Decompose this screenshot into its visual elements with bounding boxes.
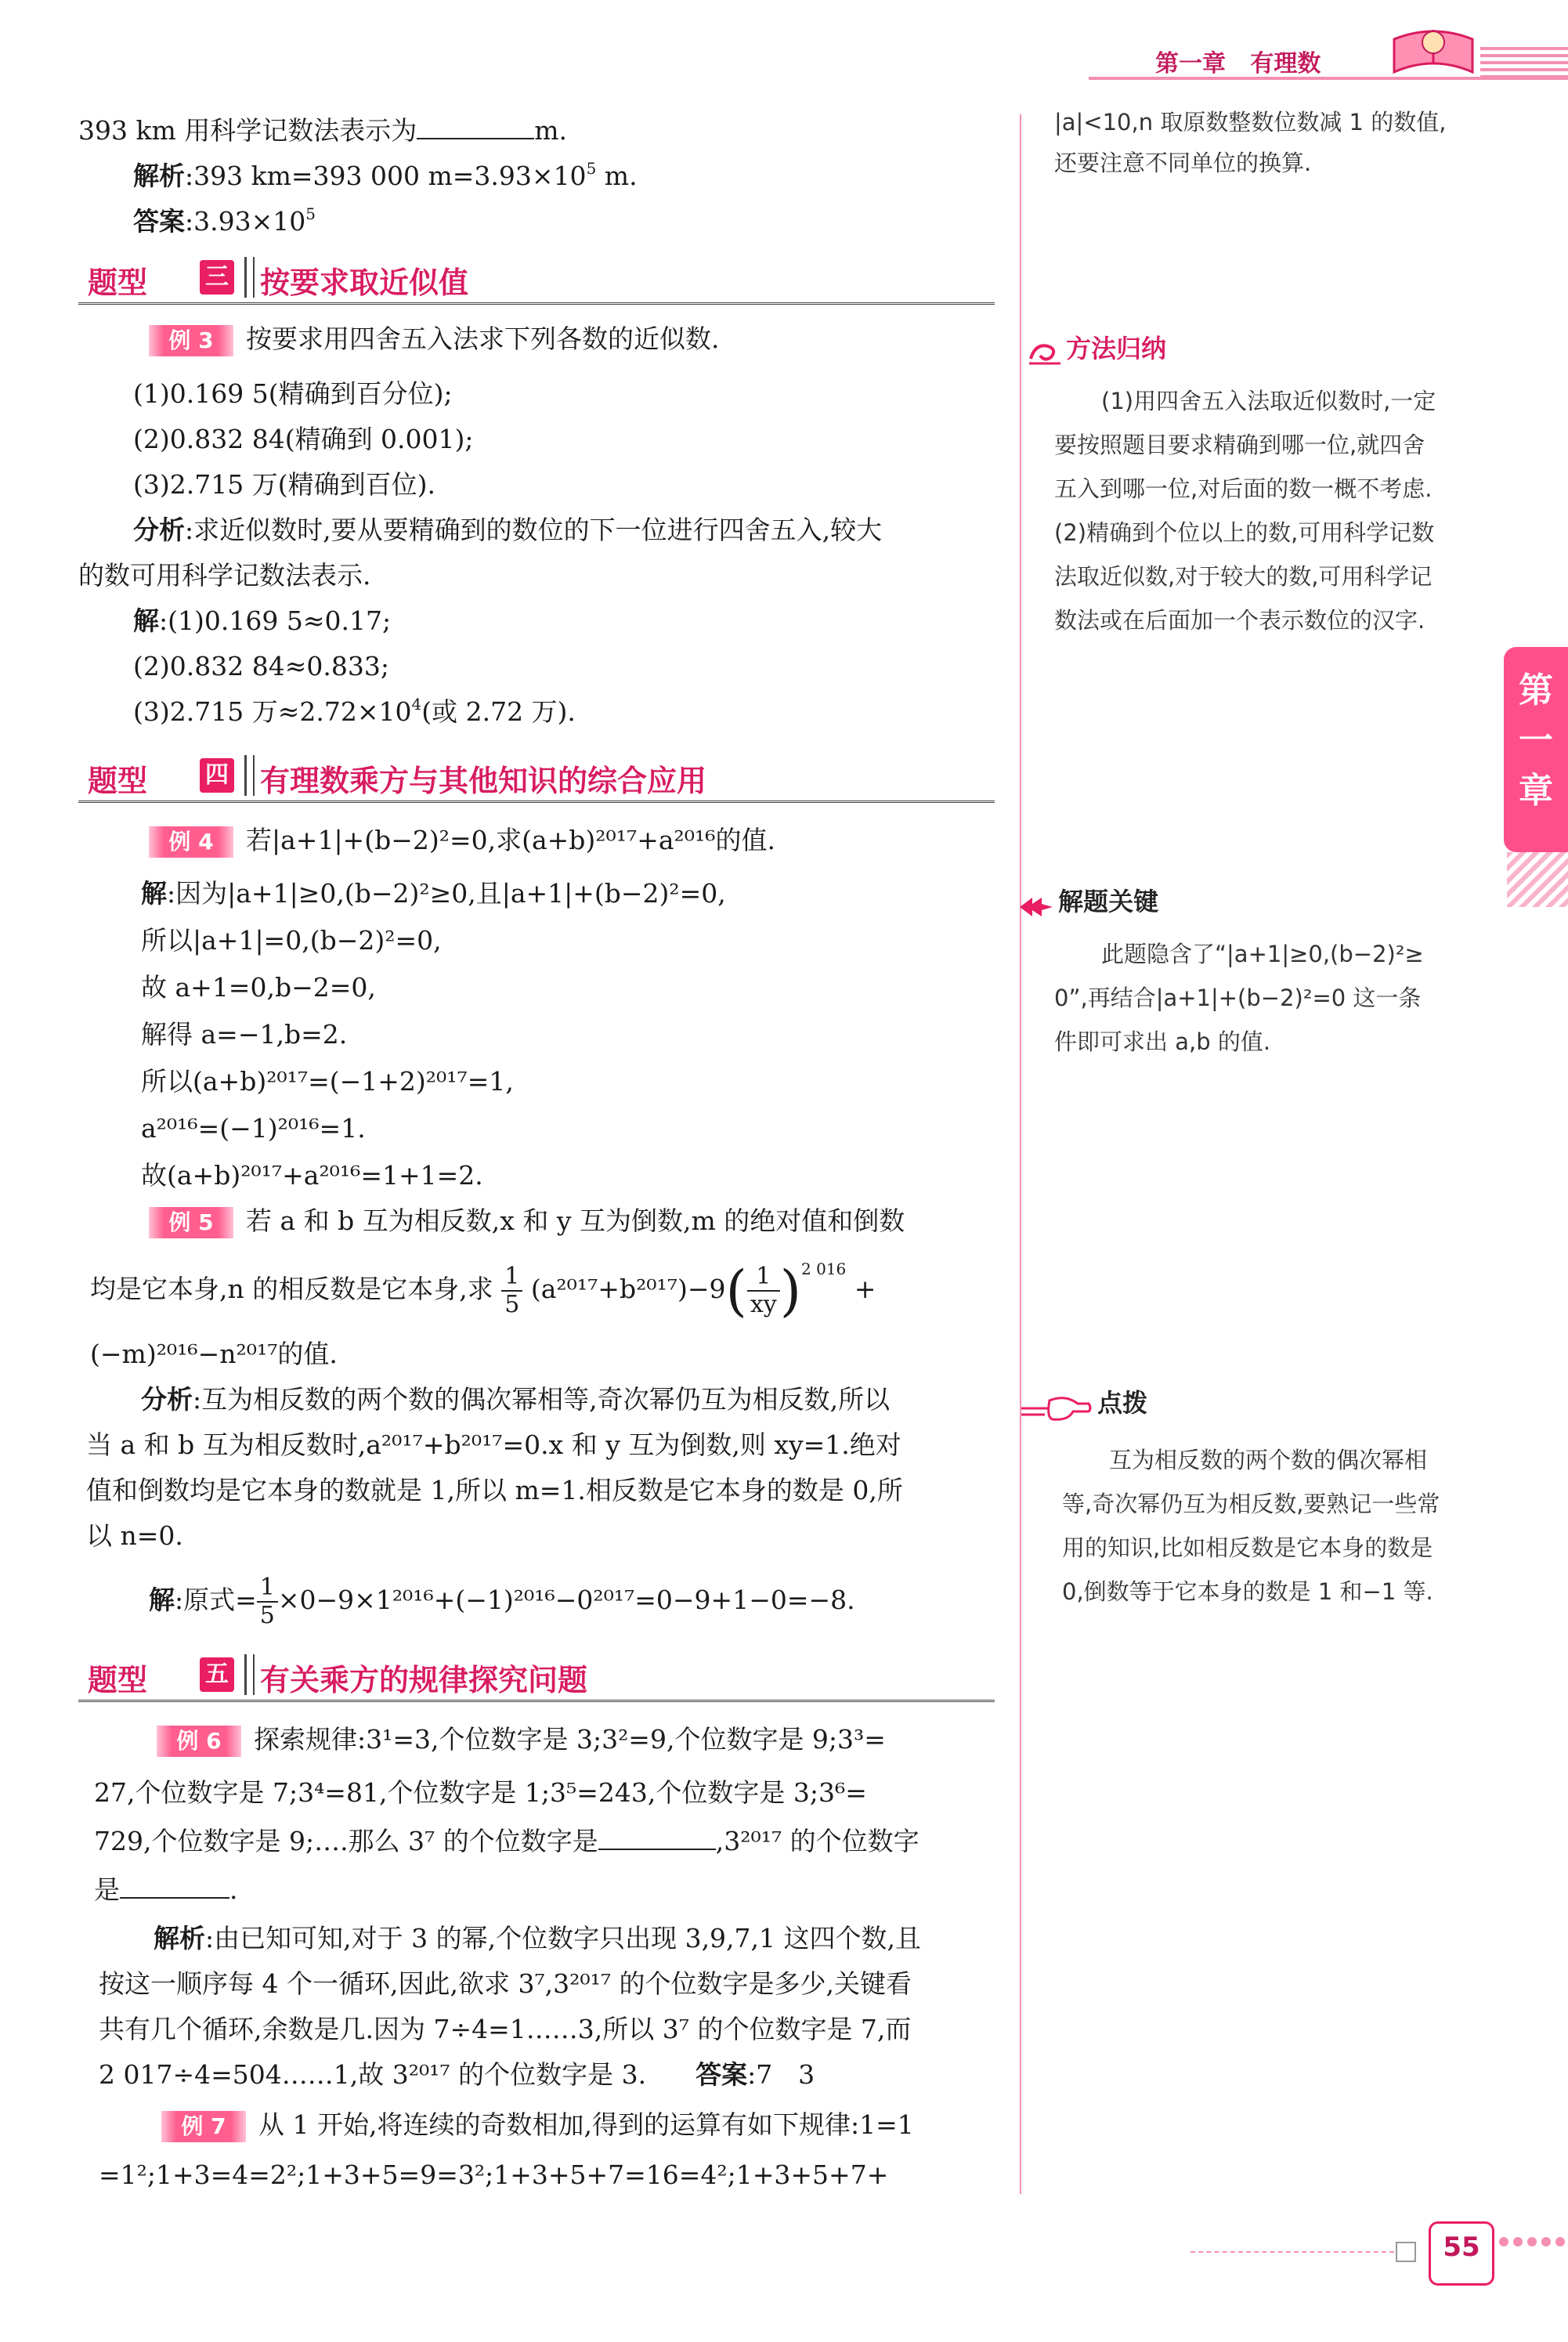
tab-stripes	[1507, 852, 1568, 907]
page-number-box	[1429, 2221, 1494, 2286]
answer-blank	[120, 1872, 229, 1899]
solution-text: 原式=	[183, 1585, 257, 1615]
key-line-1: 此题隐含了“|a+1|≥0,(b−2)²≥	[1101, 941, 1424, 967]
key-line-2: 0”,再结合|a+1|+(b−2)²=0 这一条	[1054, 985, 1422, 1011]
method-line-5: 法取近似数,对于较大的数,可用科学记	[1054, 563, 1433, 590]
header-stripes	[1480, 47, 1568, 78]
example-badge: 例 4	[149, 826, 233, 858]
solution-tail: (或 2.72 万).	[421, 696, 576, 727]
example-6-analysis-4: 2 017÷4=504……1,故 3²⁰¹⁷ 的个位数字是 3. 答案:7 3	[99, 2059, 815, 2090]
key-line-3: 件即可求出 a,b 的值.	[1054, 1028, 1271, 1055]
key-heading	[1018, 882, 1158, 920]
analysis-text: 互为相反数的两个数的偶次幂相等,奇次幂仍互为相反数,所以	[201, 1384, 891, 1415]
chapter-tab-label: 第一章	[1519, 670, 1553, 811]
side-note-top-1: |a|<10,n 取原数整数位数减 1 的数值,	[1054, 109, 1447, 136]
example-6-stem-1	[157, 1717, 886, 1762]
section-heading-4	[78, 754, 995, 803]
swirl-icon	[1028, 338, 1062, 370]
solution-label: 解	[133, 605, 159, 636]
footer-line	[1190, 2251, 1394, 2253]
explanation-text: 393 km=393 000 m=3.93×10	[193, 161, 587, 191]
method-line-3: 五入到哪一位,对后面的数一概不考虑.	[1054, 475, 1433, 502]
example-3-solution-3	[133, 689, 576, 735]
header-title	[1155, 44, 1321, 78]
pointing-hand-icon	[1018, 1386, 1093, 1430]
fraction-one-fifth: $\frac{1}{5}$	[257, 1574, 278, 1629]
example-3-analysis-2: 的数可用科学记数法表示.	[78, 560, 371, 591]
paren-open: (	[725, 1259, 747, 1323]
example-5-analysis-1: 分析:互为相反数的两个数的偶次幂相等,奇次幂仍互为相反数,所以	[141, 1384, 891, 1415]
example-7-stem-2: =1²;1+3=4=2²;1+3+5=9=3²;1+3+5+7=16=4²;1+3+5+7+	[99, 2159, 889, 2190]
stem-text: 是	[94, 1874, 120, 1905]
question-line	[78, 108, 567, 154]
analysis-label: 分析	[141, 1384, 193, 1415]
example-5-stem-1	[149, 1198, 905, 1244]
section-prefix: 题型	[88, 1663, 148, 1697]
answer-label: 答案	[133, 206, 185, 237]
explanation-line: 解析:393 km=393 000 $m=3.93\times 10^5$ m.	[133, 159, 638, 191]
answer-exp: 5	[305, 204, 316, 223]
answer-text: 7 3	[756, 2059, 815, 2090]
example-5-analysis-2: 当 a 和 b 互为相反数时,a²⁰¹⁷+b²⁰¹⁷=0.x 和 y 互为倒数,则 xy=1.绝对	[86, 1429, 901, 1460]
method-heading	[1028, 329, 1166, 370]
footer-square-icon	[1396, 2242, 1416, 2262]
section-title: 按要求取近似值	[260, 266, 469, 300]
example-7-stem-1	[161, 2102, 914, 2148]
section-heading-5	[78, 1653, 995, 1702]
example-4-solution-6: a²⁰¹⁶=(−1)²⁰¹⁶=1.	[141, 1113, 366, 1144]
explanation-unit: m.	[596, 161, 638, 191]
example-4-solution-1: 解:因为|a+1|≥0,(b−2)²≥0,且|a+1|+(b−2)²=0,	[141, 878, 726, 909]
answer-line: 答案$:3.93\times 10^5$	[133, 204, 316, 237]
header-chapter: 第一章	[1155, 50, 1226, 78]
example-6-analysis-1: 解析:由已知可知,对于 3 的幂,个位数字只出现 3,9,7,1 这四个数,且	[154, 1923, 922, 1953]
paren-close: )	[779, 1259, 802, 1323]
double-arrow-icon	[1018, 894, 1054, 920]
example-4-solution-3: 故 a+1=0,b−2=0,	[141, 972, 376, 1003]
example-3-item-2: (2)0.832 84(精确到 0.001);	[133, 424, 474, 454]
analysis-text: 由已知可知,对于 3 的幂,个位数字只出现 3,9,7,1 这四个数,且	[214, 1923, 922, 1953]
example-badge: 例 7	[161, 2111, 246, 2142]
method-line-4: (2)精确到个位以上的数,可用科学记数	[1054, 519, 1435, 546]
section-title: 有理数乘方与其他知识的综合应用	[260, 764, 707, 798]
example-5-solution: 解:原式= $\frac{1}{5}$ ×0−9×1²⁰¹⁶+(−1)²⁰¹⁶−0²⁰¹⁷=0−9+1−0=−8.	[149, 1574, 855, 1629]
example-4-solution-7: 故(a+b)²⁰¹⁷+a²⁰¹⁶=1+1=2.	[141, 1160, 483, 1191]
example-3-analysis-1: 分析:求近似数时,要从要精确到的数位的下一位进行四舍五入,较大	[133, 515, 883, 545]
method-line-1: (1)用四舍五入法取近似数时,一定	[1101, 388, 1436, 414]
tip-line-2: 等,奇次幂仍互为相反数,要熟记一些常	[1062, 1491, 1440, 1517]
solution-text: (3)2.715 万≈2.72×10	[133, 696, 412, 727]
column-divider	[1020, 114, 1021, 2194]
answer-blank	[417, 113, 534, 139]
section-heading-3	[78, 255, 995, 305]
book-icon	[1386, 23, 1480, 83]
tip-line-4: 0,倒数等于它本身的数是 1 和−1 等.	[1062, 1578, 1433, 1605]
example-5-analysis-3: 值和倒数均是它本身的数就是 1,所以 m=1.相反数是它本身的数是 0,所	[86, 1475, 903, 1505]
question-unit: m.	[534, 115, 568, 146]
answer-label: 答案	[695, 2059, 748, 2090]
analysis-text: 求近似数时,要从要精确到的数位的下一位进行四舍五入,较大	[193, 515, 883, 545]
footer-dots	[1498, 2234, 1566, 2253]
example-4-solution-5: 所以(a+b)²⁰¹⁷=(−1+2)²⁰¹⁷=1,	[141, 1066, 514, 1097]
stem-plus: +	[854, 1274, 876, 1304]
stem-expression: (a²⁰¹⁷+b²⁰¹⁷)−9	[530, 1274, 726, 1304]
example-3-item-1: (1)0.169 5(精确到百分位);	[133, 378, 453, 409]
tip-title: 点拨	[1097, 1388, 1148, 1418]
example-4-solution-2: 所以|a+1|=0,(b−2)²=0,	[141, 925, 442, 956]
example-5-stem-2	[90, 1256, 876, 1322]
page-number: 55	[1443, 2232, 1480, 2263]
stem-text: 729,个位数字是 9;….那么 3⁷ 的个位数字是	[94, 1826, 598, 1856]
example-stem: 从 1 开始,将连续的奇数相加,得到的运算有如下规律:1=1	[258, 2109, 914, 2140]
section-prefix: 题型	[88, 266, 148, 300]
example-3-solution-2: (2)0.832 84≈0.833;	[133, 651, 389, 681]
analysis-text: 2 017÷4=504……1,故 3²⁰¹⁷ 的个位数字是 3.	[99, 2059, 647, 2090]
stem-text: ,3²⁰¹⁷ 的个位数字	[715, 1826, 919, 1856]
header-subject: 有理数	[1250, 50, 1321, 78]
example-3-item-3: (3)2.715 万(精确到百位).	[133, 469, 435, 500]
section-bar	[244, 755, 255, 796]
solution-exp: 4	[411, 695, 422, 714]
method-line-6: 数法或在后面加一个表示数位的汉字.	[1054, 607, 1425, 634]
stem-text: 均是它本身,n 的相反数是它本身,求	[90, 1274, 493, 1304]
analysis-label: 解析	[154, 1923, 205, 1953]
solution-text: (1)0.169 5≈0.17;	[168, 605, 392, 636]
fraction-one-over-xy: $\frac{1}{xy}$	[747, 1263, 780, 1318]
tip-heading	[1018, 1383, 1147, 1430]
explanation-label: 解析	[133, 161, 185, 191]
section-title: 有关乘方的规律探究问题	[260, 1663, 588, 1697]
answer-text: 3.93×10	[193, 206, 306, 237]
solution-label: 解	[141, 878, 167, 909]
answer-blank	[598, 1823, 716, 1850]
example-4-solution-4: 解得 a=−1,b=2.	[141, 1019, 348, 1050]
chapter-tab	[1504, 647, 1568, 852]
example-badge: 例 5	[149, 1207, 233, 1238]
example-badge: 例 6	[157, 1726, 241, 1757]
stem-text: .	[229, 1874, 238, 1905]
explanation-exp: 5	[586, 159, 597, 178]
example-6-stem-3	[94, 1819, 919, 1864]
example-3-stem	[149, 316, 720, 362]
key-title: 解题关键	[1058, 887, 1159, 916]
example-stem: 探索规律:3¹=3,个位数字是 3;3²=9,个位数字是 9;3³=	[254, 1724, 886, 1755]
tip-line-3: 用的知识,比如相反数是它本身的数是	[1062, 1534, 1433, 1561]
tip-line-1: 互为相反数的两个数的偶次幂相	[1109, 1447, 1428, 1473]
example-stem: 按要求用四舍五入法求下列各数的近似数.	[246, 323, 720, 354]
example-badge: 例 3	[149, 325, 233, 356]
example-6-stem-2: 27,个位数字是 7;3⁴=81,个位数字是 1;3⁵=243,个位数字是 3;3⁶=	[94, 1777, 867, 1808]
section-number: 三	[200, 260, 234, 295]
example-4-stem	[149, 818, 775, 863]
analysis-label: 分析	[133, 515, 185, 545]
method-title: 方法归纳	[1066, 334, 1167, 363]
section-prefix: 题型	[88, 764, 148, 798]
section-bar	[244, 1654, 255, 1695]
side-note-top-2: 还要注意不同单位的换算.	[1054, 150, 1312, 176]
section-number: 五	[200, 1657, 234, 1692]
section-bar	[244, 257, 255, 298]
solution-expression: ×0−9×1²⁰¹⁶+(−1)²⁰¹⁶−0²⁰¹⁷=0−9+1−0=−8.	[277, 1585, 855, 1615]
example-stem: 若 a 和 b 互为相反数,x 和 y 互为倒数,m 的绝对值和倒数	[246, 1205, 905, 1236]
stem-exponent: 2 016	[801, 1260, 847, 1278]
example-6-stem-4	[94, 1867, 238, 1913]
example-stem: 若|a+1|+(b−2)²=0,求(a+b)²⁰¹⁷+a²⁰¹⁶的值.	[246, 825, 775, 855]
section-number: 四	[200, 758, 234, 793]
example-3-solution-1: 解:(1)0.169 5≈0.17;	[133, 605, 392, 636]
solution-label: 解	[149, 1585, 175, 1615]
example-5-stem-3: (−m)²⁰¹⁶−n²⁰¹⁷的值.	[90, 1339, 338, 1369]
example-6-analysis-2: 按这一顺序每 4 个一循环,因此,欲求 3⁷,3²⁰¹⁷ 的个位数字是多少,关键看	[99, 1968, 912, 1999]
example-6-analysis-3: 共有几个循环,余数是几.因为 7÷4=1……3,所以 3⁷ 的个位数字是 7,而	[99, 2014, 912, 2044]
example-5-analysis-4: 以 n=0.	[86, 1520, 183, 1551]
question-text: 393 km 用科学记数法表示为	[78, 115, 417, 146]
fraction-one-fifth: $\frac{1}{5}$	[501, 1263, 522, 1318]
solution-text: 因为|a+1|≥0,(b−2)²≥0,且|a+1|+(b−2)²=0,	[175, 878, 726, 909]
method-line-2: 要按照题目要求精确到哪一位,就四舍	[1054, 432, 1425, 458]
